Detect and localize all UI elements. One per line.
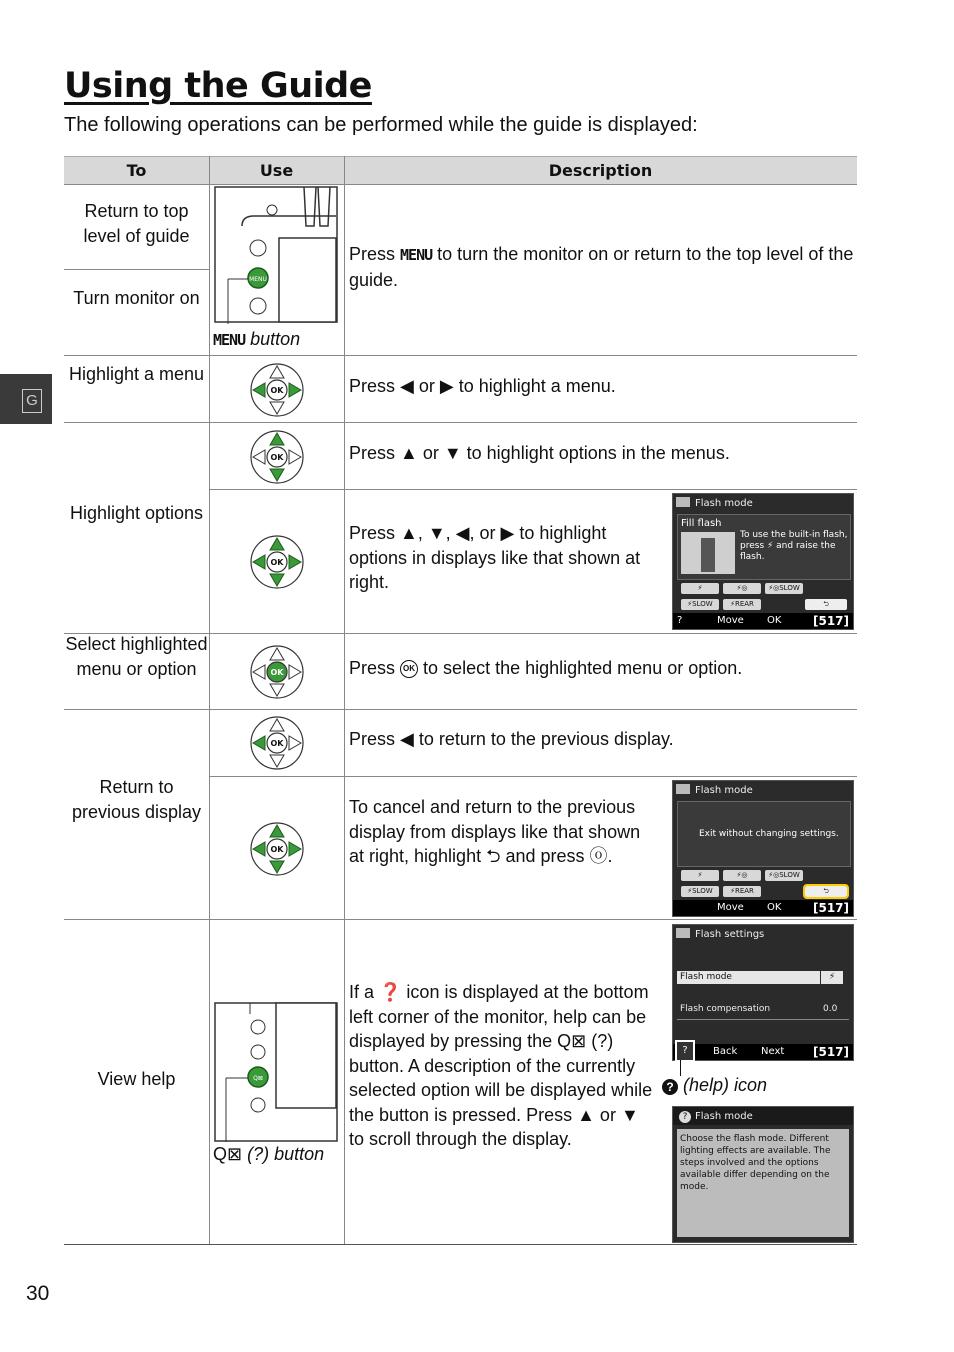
- callout-line: [680, 1060, 681, 1076]
- row-divider: [64, 709, 857, 710]
- section-tab: [0, 374, 52, 424]
- menu-word: MENU: [400, 246, 433, 264]
- screen1-back: ⮌: [805, 599, 847, 610]
- desc-highlight-options-b: Press ▲, ▼, ◀, or ▶ to highlight options in displays like that shown at right.: [349, 523, 641, 592]
- screen-flash-mode-fill: [672, 493, 854, 630]
- screen4-title: Flash mode: [695, 1111, 753, 1122]
- to-cell-highlight-menu: Highlight a menu: [68, 364, 205, 384]
- intro-text: The following operations can be performed while the guide is displayed:: [64, 114, 698, 136]
- screen2-option-5: ⚡REAR: [723, 886, 761, 897]
- screen1-option-5: ⚡REAR: [723, 599, 761, 610]
- desc-highlight-options-a: Press ▲ or ▼ to highlight options in the menus.: [349, 443, 730, 463]
- help-q-icon: ?: [677, 615, 683, 626]
- ok-label: OK: [270, 739, 284, 748]
- column-divider: [209, 156, 210, 1245]
- svg-text:MENU: MENU: [249, 276, 267, 283]
- desc-menu: [349, 242, 854, 292]
- to-cell-return: Return to previous display: [71, 777, 202, 822]
- screen3-item2-value: 0.0: [823, 1004, 838, 1014]
- menu-button-caption: [213, 329, 300, 350]
- ok-label: OK: [270, 453, 284, 462]
- page-title: Using the Guide: [64, 66, 372, 106]
- screen3-item-flash-mode: Flash mode: [677, 971, 820, 984]
- screen1-subtitle: Fill flash: [681, 518, 722, 529]
- section-tab-letter: G: [22, 389, 42, 413]
- help-button-caption-text: (?) button: [247, 1144, 325, 1164]
- column-divider: [344, 156, 345, 1245]
- help-q-icon: ?: [679, 1111, 691, 1123]
- header-to: To: [126, 161, 147, 180]
- screen1-option-4: ⚡SLOW: [681, 599, 719, 610]
- ok-label: OK: [270, 386, 284, 395]
- qbutton-symbol: Q⊠: [213, 1144, 243, 1164]
- row-divider: [209, 776, 857, 777]
- screen1-guide: [517]: [813, 614, 850, 628]
- help-caption-text: (help) icon: [683, 1075, 768, 1095]
- screen2-body: Exit without changing settings.: [699, 829, 839, 839]
- to-cell-monitor-on: Turn monitor on: [73, 288, 200, 308]
- multi-selector-icon: [249, 715, 305, 771]
- desc-menu-post: to turn the monitor on or return to the top level of the guide.: [349, 244, 854, 290]
- camera-help-illustration: [214, 1002, 340, 1144]
- ok-symbol: OK: [400, 660, 418, 678]
- screen3-next: Next: [761, 1046, 785, 1057]
- desc-return-b: To cancel and return to the previous display from displays like that shown at right, highlight ⮌ and press ⓞ.: [349, 797, 641, 866]
- camera-mode-icon: [676, 784, 690, 794]
- multi-selector-icon: [249, 362, 305, 418]
- screen1-option-2: ⚡◎: [723, 583, 761, 594]
- to-cell-top-level: Return to top level of guide: [83, 201, 190, 246]
- row-divider: [64, 355, 857, 356]
- screen2-back-highlighted: ⮌: [805, 886, 847, 897]
- screen3-title: Flash settings: [695, 929, 765, 940]
- sample-photo: [681, 532, 735, 574]
- screen2-guide: [517]: [813, 901, 850, 915]
- screen3-guide: [517]: [813, 1045, 850, 1059]
- screen2-title: Flash mode: [695, 785, 753, 796]
- svg-text:Q⊠: Q⊠: [253, 1075, 263, 1082]
- page-number: 30: [26, 1282, 50, 1305]
- desc-menu-pre: Press: [349, 244, 396, 264]
- screen1-title: Flash mode: [695, 498, 753, 509]
- header-description: Description: [548, 161, 653, 180]
- to-cell-select: Select highlighted menu or option: [65, 634, 208, 679]
- screen1-body: To use the built-in flash, press ⚡ and raise the flash.: [740, 530, 848, 562]
- menu-caption-word: MENU: [213, 331, 246, 349]
- screen2-option-1: ⚡: [681, 870, 719, 881]
- desc-highlight-menu: Press ◀ or ▶ to highlight a menu.: [349, 376, 616, 396]
- row-divider: [64, 919, 857, 920]
- row-divider: [64, 269, 209, 270]
- screen-help-text: [672, 1106, 854, 1243]
- screen1-option-1: ⚡: [681, 583, 719, 594]
- camera-mode-icon: [676, 497, 690, 507]
- ok-label: OK: [270, 558, 284, 567]
- multi-selector-icon: [249, 644, 305, 700]
- table-bottom: [64, 1244, 857, 1245]
- screen3-item-compensation: Flash compensation: [680, 1004, 771, 1014]
- multi-selector-icon: [249, 821, 305, 877]
- screen2-move: Move: [717, 902, 744, 913]
- header-use: Use: [259, 161, 294, 180]
- to-cell-view-help: View help: [97, 1069, 176, 1089]
- screen2-ok: OK: [767, 902, 782, 913]
- screen-flash-mode-exit: [672, 780, 854, 917]
- row-divider: [64, 422, 857, 423]
- desc-return-a: Press ◀ to return to the previous display.: [349, 729, 674, 749]
- desc-select-post: to select the highlighted menu or option.: [423, 658, 743, 678]
- screen1-ok: OK: [767, 615, 782, 626]
- desc-select-pre: Press: [349, 658, 396, 678]
- help-icon-caption: [662, 1075, 767, 1096]
- screen3-item1-value: ⚡: [821, 971, 843, 984]
- help-q-icon: ?: [675, 1040, 695, 1062]
- screen1-move: Move: [717, 615, 744, 626]
- to-cell-highlight-options: Highlight options: [69, 503, 204, 523]
- screen2-option-2: ⚡◎: [723, 870, 761, 881]
- multi-selector-icon: [249, 534, 305, 590]
- desc-select: [349, 656, 849, 681]
- camera-mode-icon: [676, 928, 690, 938]
- menu-caption-text: button: [250, 329, 301, 349]
- help-button-caption: [213, 1144, 324, 1165]
- screen3-bottom-bar: [673, 1044, 853, 1060]
- help-circle-icon: ?: [662, 1079, 678, 1095]
- ok-label: OK: [270, 845, 284, 854]
- screen4-body: Choose the flash mode. Different lighting effects are available. The steps involved and the options available differ depending on the mode.: [680, 1134, 831, 1192]
- desc-view-help: If a ❓ icon is displayed at the bottom left corner of the monitor, help can be displayed by pressing the Q⊠ (?) button. A description of the currently selected option will be displayed while the button is pressed. Press ▲ or ▼ to scroll through the display.: [349, 982, 653, 1149]
- camera-menu-illustration: [214, 186, 340, 326]
- multi-selector-icon: [249, 429, 305, 485]
- row-divider: [209, 489, 857, 490]
- screen1-option-3: ⚡◎SLOW: [765, 583, 803, 594]
- screen2-bottom-bar: [673, 900, 853, 916]
- screen1-bottom-bar: [673, 613, 853, 629]
- screen-flash-settings: [672, 924, 854, 1061]
- screen2-option-3: ⚡◎SLOW: [765, 870, 803, 881]
- table-header: [64, 156, 857, 185]
- screen2-option-4: ⚡SLOW: [681, 886, 719, 897]
- screen3-back: Back: [713, 1046, 738, 1057]
- ok-label: OK: [270, 668, 284, 677]
